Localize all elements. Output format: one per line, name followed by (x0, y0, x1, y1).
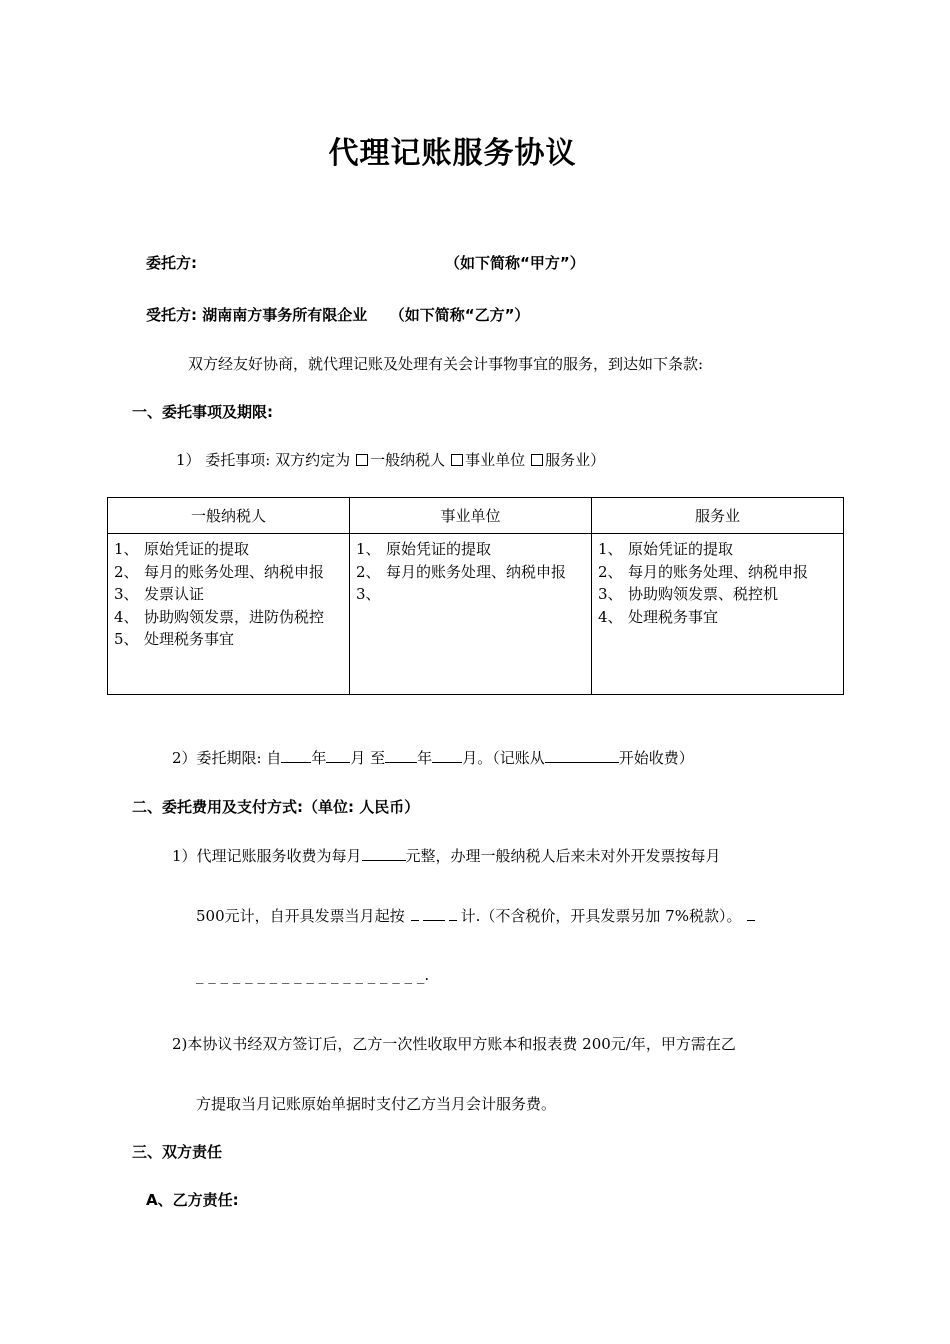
list-item: 2、 每月的账务处理、纳税申报 (114, 562, 325, 581)
account-book-fee-line-1: 2)本协议书经双方签订后，乙方一次性收取甲方账本和报表费 200元/年，甲方需在乙 (172, 1035, 736, 1053)
list-item: 3、 (356, 585, 381, 603)
intro-paragraph: 双方经友好协商，就代理记账及处理有关会计事物事宜的服务，到达如下条款: (188, 355, 704, 373)
list-item: 2、 每月的账务处理、纳税申报 (356, 562, 567, 581)
table-row (108, 534, 844, 695)
section2-heading: 二、委托费用及支付方式:（单位: 人民币） (132, 798, 420, 816)
start-year-blank[interactable] (281, 761, 311, 763)
checkbox-service-industry[interactable] (531, 454, 543, 466)
list-item: 1、 原始凭证的提取 (356, 540, 492, 558)
party-b-responsibility-heading: A、乙方责任: (146, 1191, 239, 1209)
end-month-blank[interactable] (432, 761, 462, 763)
list-item: 2、 每月的账务处理、纳税申报 (598, 562, 809, 581)
list-item: 1、 原始凭证的提取 (114, 540, 250, 558)
client-label: 委托方: (146, 254, 197, 272)
option-public-institution: 事业单位 (465, 451, 526, 469)
option-general-taxpayer: 一般纳税人 (370, 451, 446, 469)
table-cell-service-industry (592, 534, 844, 695)
list-item: 4、 协助购领发票，进防伪税控 (114, 607, 325, 626)
end-year-blank[interactable] (385, 761, 417, 763)
entrust-items-line (176, 449, 605, 470)
billing-start-blank[interactable] (545, 761, 619, 763)
table-header-cell: 事业单位 (350, 498, 592, 534)
account-book-fee-line-2: 方提取当月记账原始单据时支付乙方当月会计服务费。 (196, 1095, 557, 1113)
fee-line-3-dashes: _ _ _ _ _ _ _ _ _ _ _ _ _ _ _ _ _ _ _. (196, 966, 430, 984)
agent-label: 受托方: (146, 306, 197, 324)
list-item: 4、 处理税务事宜 (598, 607, 719, 626)
table-header-row (108, 498, 844, 534)
fee-line-2: 500元计，自开具发票当月起按 计.（不含税价，开具发票另加 7%税款）。 (196, 905, 755, 926)
table-header-cell: 服务业 (592, 498, 844, 534)
client-note: （如下简称“甲方”） (445, 254, 585, 272)
section3-heading: 三、双方责任 (132, 1143, 223, 1161)
table-cell-public-institution (350, 534, 592, 695)
service-scope-table (107, 497, 844, 695)
option-service-industry: 服务业） (545, 451, 606, 469)
list-item: 1、 原始凭证的提取 (598, 540, 734, 558)
section1-heading: 一、委托事项及期限: (132, 403, 273, 421)
checkbox-general-taxpayer[interactable] (356, 454, 368, 466)
fee-line-1: 1）代理记账服务收费为每月 元整，办理一般纳税人后来未对外开发票按每月 (172, 847, 721, 865)
table-cell-general-taxpayer (108, 534, 350, 695)
invoice-fee-blank[interactable] (423, 919, 445, 921)
agent-note: （如下简称“乙方”） (389, 306, 530, 324)
checkbox-public-institution[interactable] (451, 454, 463, 466)
start-month-blank[interactable] (326, 761, 350, 763)
entrust-items-prefix: 1） 委托事项: 双方约定为 (176, 451, 351, 469)
table-header-cell: 一般纳税人 (108, 498, 350, 534)
monthly-fee-blank[interactable] (362, 859, 406, 861)
document-title: 代理记账服务协议 (328, 136, 577, 171)
entrust-period-line: 2）委托期限: 自 年 月 至 年 月。（记账从 开始收费） (172, 749, 694, 767)
list-item: 3、 发票认证 (114, 585, 205, 603)
list-item: 5、 处理税务事宜 (114, 630, 235, 648)
list-item: 3、 协助购领发票、税控机 (598, 585, 779, 603)
agent-name: 湖南南方事务所有限企业 (202, 306, 368, 324)
agent-line (146, 304, 529, 325)
